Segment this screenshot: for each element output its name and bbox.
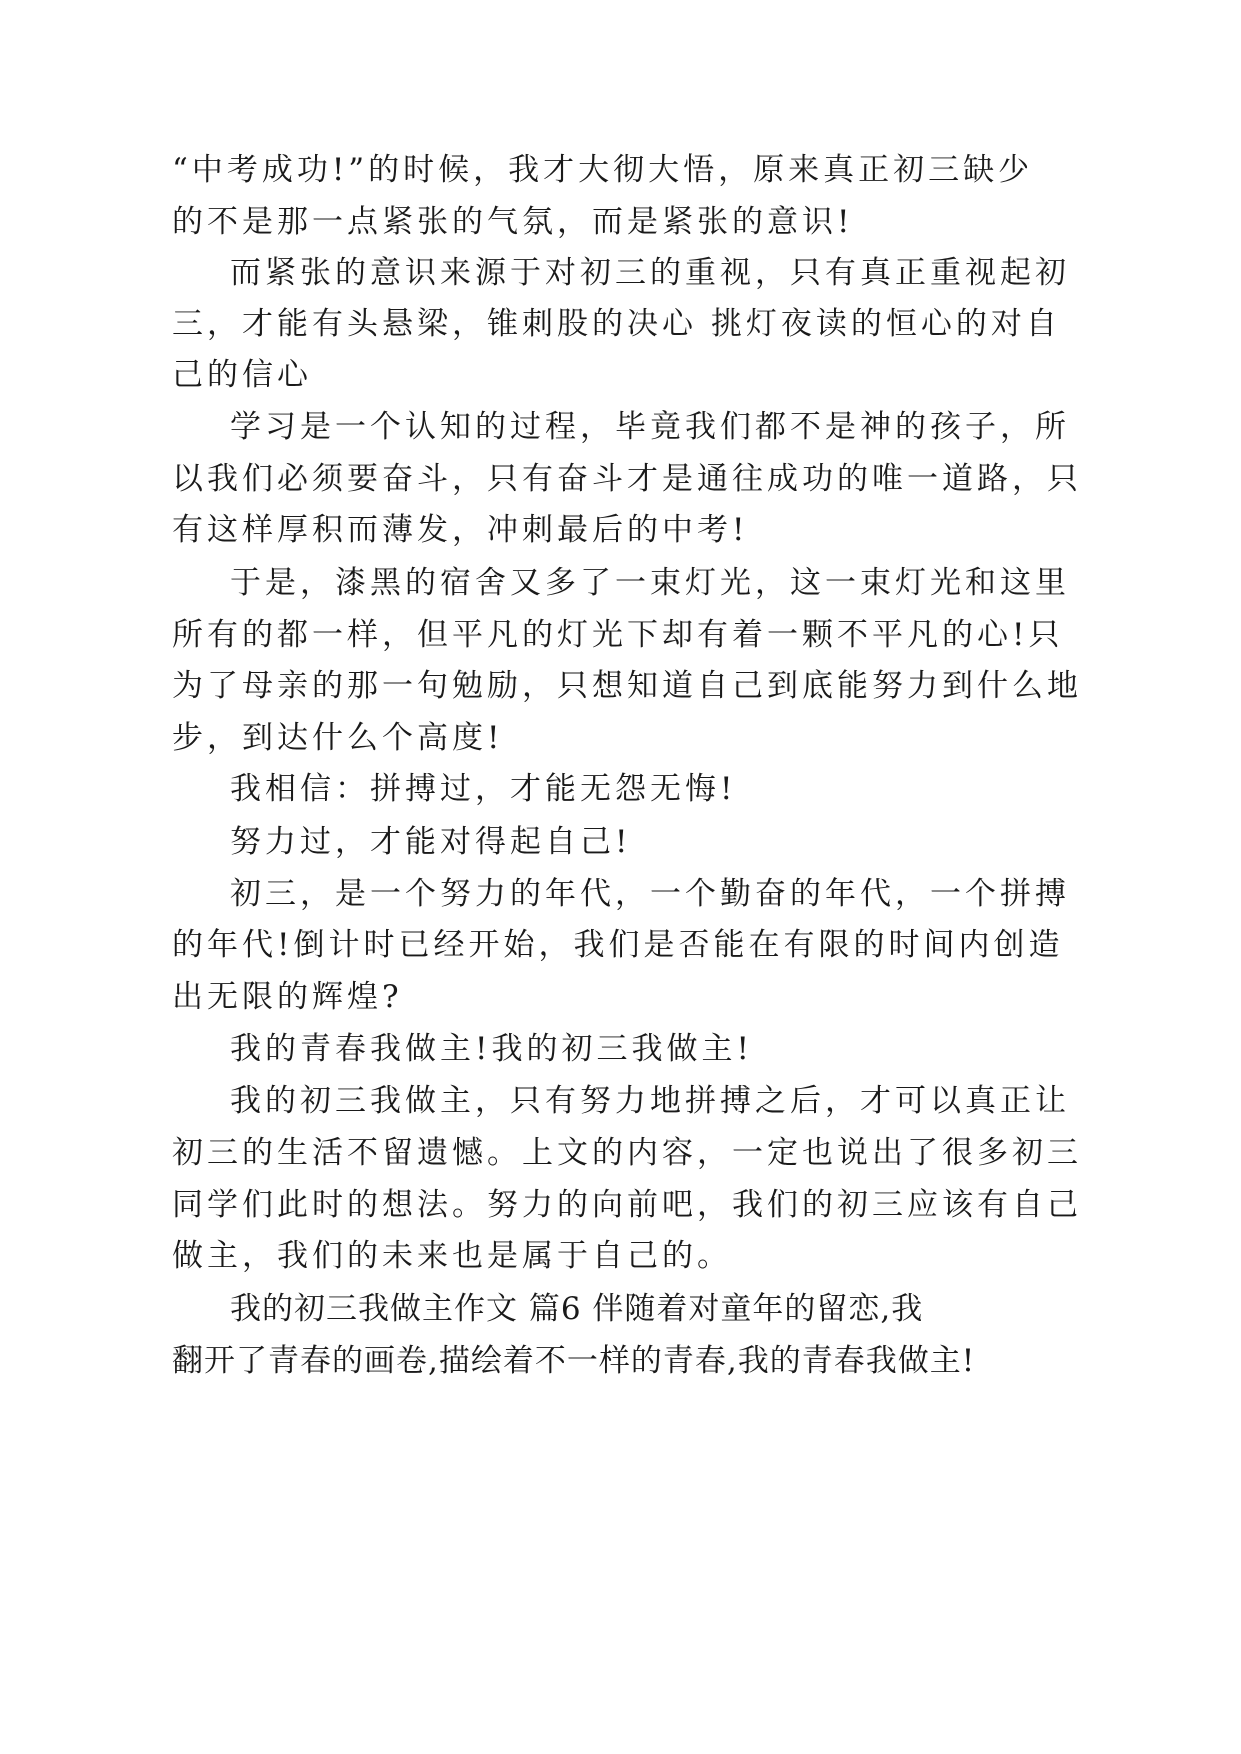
paragraph-text: 我的初三我做主，只有努力地拼搏之后，才可以真正让 [230, 1083, 1070, 1119]
paragraph-text: 做主，我们的未来也是属于自己的。 [172, 1238, 732, 1274]
paragraph-text: 而紧张的意识来源于对初三的重视，只有真正重视起初 [230, 255, 1070, 291]
paragraph-text: 有这样厚积而薄发，冲刺最后的中考! [172, 512, 749, 548]
paragraph-text: 出无限的辉煌? [172, 979, 403, 1015]
paragraph-text: 于是，漆黑的宿舍又多了一束灯光，这一束灯光和这里 [230, 565, 1070, 601]
paragraph-text: 我的初三我做主作文 篇6 伴随着对童年的留恋,我 [230, 1291, 924, 1327]
paragraph-text: 步，到达什么个高度! [172, 720, 504, 756]
paragraph-text: 我相信：拼搏过，才能无怨无悔! [230, 771, 737, 807]
paragraph-text: 我的青春我做主!我的初三我做主! [230, 1031, 753, 1067]
paragraph-text: 的年代!倒计时已经开始，我们是否能在有限的时间内创造 [172, 927, 1064, 963]
paragraph-text: 以我们必须要奋斗，只有奋斗才是通往成功的唯一道路，只 [172, 461, 1082, 497]
paragraph-text: 的不是那一点紧张的气氛，而是紧张的意识! [172, 204, 854, 240]
paragraph-text: 所有的都一样，但平凡的灯光下却有着一颗不平凡的心!只 [172, 617, 1064, 653]
paragraph-text: 三，才能有头悬梁，锥刺股的决心 挑灯夜读的恒心的对自 [172, 306, 1061, 342]
paragraph-text: 初三，是一个努力的年代，一个勤奋的年代，一个拼搏 [230, 876, 1070, 912]
paragraph-text: 努力过，才能对得起自己! [230, 824, 632, 860]
paragraph-text: 同学们此时的想法。努力的向前吧，我们的初三应该有自己 [172, 1187, 1082, 1223]
paragraph-text: 为了母亲的那一句勉励，只想知道自己到底能努力到什么地 [172, 668, 1082, 704]
paragraph-text: 翻开了青春的画卷,描绘着不一样的青春,我的青春我做主! [172, 1343, 976, 1379]
paragraph-text: 学习是一个认知的过程，毕竟我们都不是神的孩子，所 [230, 409, 1070, 445]
paragraph-text: 己的信心 [172, 357, 312, 393]
paragraph-text: “中考成功!”的时候，我才大彻大悟，原来真正初三缺少 [172, 152, 1034, 188]
paragraph-text: 初三的生活不留遗憾。上文的内容，一定也说出了很多初三 [172, 1135, 1082, 1171]
